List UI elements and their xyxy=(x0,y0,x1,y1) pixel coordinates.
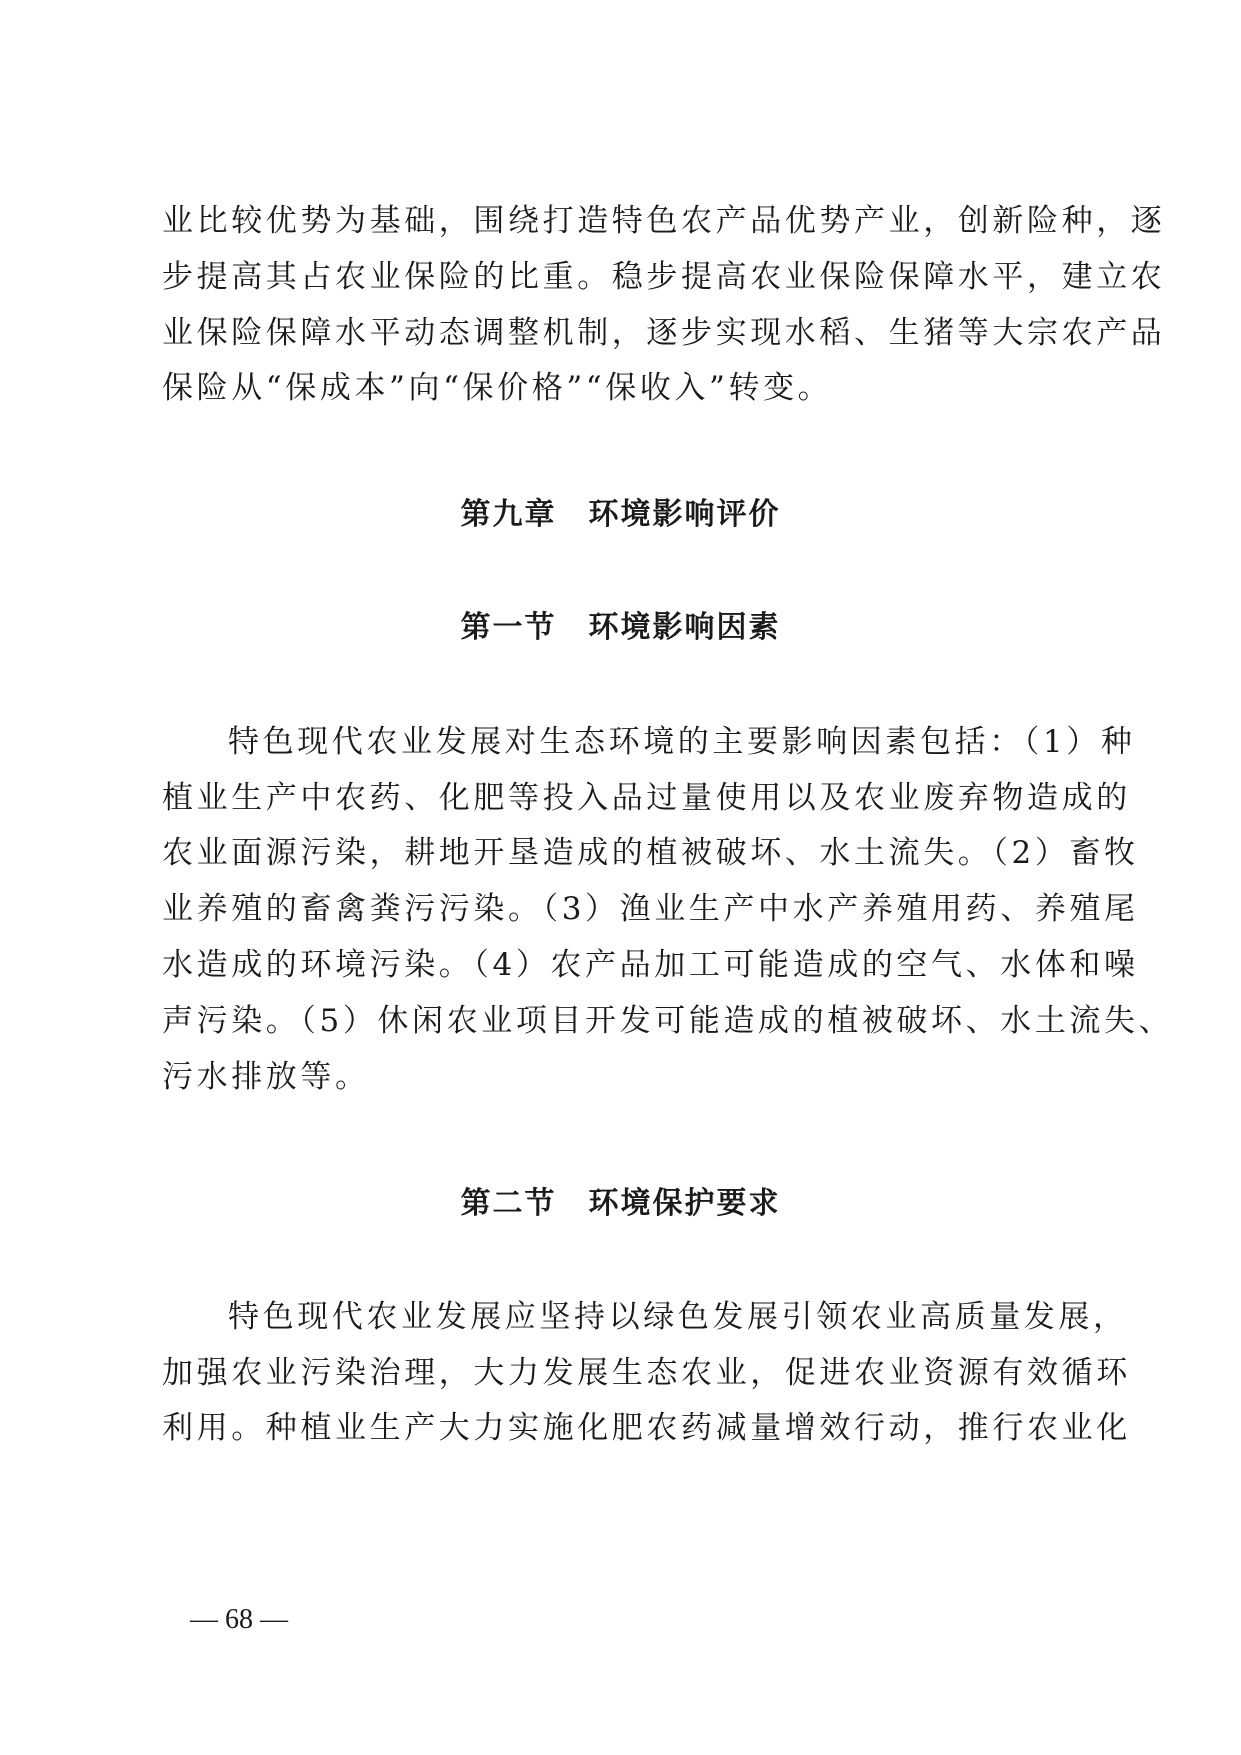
text-line: 特色现代农业发展对生态环境的主要影响因素包括：（1）种 xyxy=(228,724,1136,760)
text-line: 业保险保障水平动态调整机制，逐步实现水稻、生猪等大宗农产品 xyxy=(162,315,1166,351)
text-line: 保险从“保成本”向“保价格”“保收入”转变。 xyxy=(162,370,833,406)
text-line: 利用。种植业生产大力实施化肥农药减量增效行动，推行农业化 xyxy=(162,1410,1131,1446)
text-line: 加强农业污染治理，大力发展生态农业，促进农业资源有效循环 xyxy=(162,1355,1131,1391)
text-line: 业比较优势为基础，围绕打造特色农产品优势产业，创新险种，逐 xyxy=(162,203,1166,239)
text-line: 农业面源污染，耕地开垦造成的植被破坏、水土流失。（2）畜牧 xyxy=(162,835,1139,871)
text-line: 植业生产中农药、化肥等投入品过量使用以及农业废弃物造成的 xyxy=(162,780,1131,816)
chapter-heading: 第九章 环境影响评价 xyxy=(460,497,781,532)
section-heading: 第二节 环境保护要求 xyxy=(460,1186,781,1221)
text-line: 声污染。（5）休闲农业项目开发可能造成的植被破坏、水土流失、 xyxy=(162,1003,1174,1039)
text-line: 步提高其占农业保险的比重。稳步提高农业保险保障水平，建立农 xyxy=(162,259,1166,295)
section-heading: 第一节 环境影响因素 xyxy=(460,610,781,645)
text-line: 特色现代农业发展应坚持以绿色发展引领农业高质量发展， xyxy=(228,1299,1128,1335)
page-number: — 68 — xyxy=(190,1604,288,1635)
text-line: 水造成的环境污染。（4）农产品加工可能造成的空气、水体和噪 xyxy=(162,947,1139,983)
text-line: 业养殖的畜禽粪污污染。（3）渔业生产中水产养殖用药、养殖尾 xyxy=(162,891,1139,927)
text-line: 污水排放等。 xyxy=(162,1059,370,1095)
